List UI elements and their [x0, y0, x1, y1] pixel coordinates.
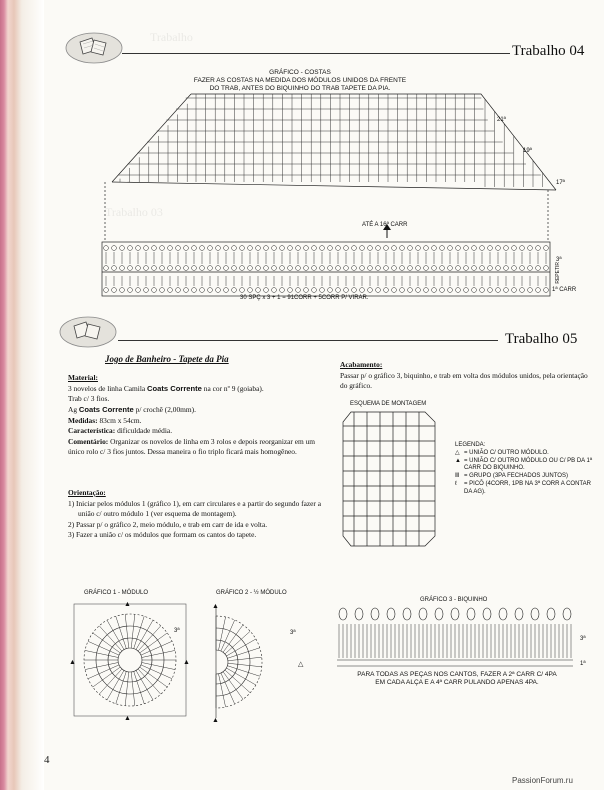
material-heading: Material:: [68, 373, 98, 382]
svg-text:▲: ▲: [212, 603, 219, 610]
chart-3-title: GRÁFICO 3 - BIQUINHO: [420, 597, 488, 603]
page-number: 4: [44, 754, 50, 766]
material-block: Material: 3 novelos de linha Camila Coats Corrente na cor nº 9 (goiaba). Trab c/ 3 fios. Ag Coats Corrente p/ crochê (2,00mm). Medidas: 83cm x 54cm. Característica: dificuldade média. Comentário: Organizar os novelos de linha em 3 rolos e depois reorganizar em um único rolo c/ 3 fios juntos. Dessa maneira o fio triplo ficará mais homogêneo.: [68, 373, 330, 458]
svg-text:△: △: [298, 661, 304, 668]
row-label-1: 1ª CARR: [552, 287, 577, 293]
chart-3-biquinho: [333, 604, 577, 672]
pillow-logo-icon: [64, 28, 128, 68]
row-label-19: 19ª: [523, 148, 532, 154]
chart-1-row-label: 3ª: [174, 628, 180, 634]
pillow-logo-icon: [58, 312, 122, 352]
row-label-3: 3ª: [556, 257, 562, 263]
chart-3-row-label-3: 3ª: [580, 636, 586, 642]
step: 3) Fazer a união c/ os módulos que formam os cantos do tapete.: [68, 530, 257, 540]
acabamento-block: Acabamento: Passar p/ o gráfico 3, biquinho, e trab em volta dos módulos unidos, pela orientação do gráfico.: [340, 360, 590, 392]
picot-icon: ℓ: [455, 480, 457, 487]
cluster-icon: Ⅲ: [455, 473, 460, 480]
acabamento-heading: Acabamento:: [340, 360, 383, 369]
section-title-trabalho-05: Trabalho 05: [505, 331, 578, 347]
section-rule: [118, 340, 498, 341]
row-label-21: 21ª: [497, 117, 506, 123]
esquema-title: ESQUEMA DE MONTAGEM: [350, 401, 427, 407]
svg-text:▲: ▲: [124, 601, 131, 608]
page-edge: [0, 0, 44, 790]
legend-title: LEGENDA:: [455, 442, 486, 448]
svg-text:▲: ▲: [69, 659, 76, 666]
arrow-label: ATÉ A 16ª CARR: [362, 222, 408, 228]
section-title-trabalho-04: Trabalho 04: [512, 43, 585, 59]
chart-3-caption: PARA TODAS AS PEÇAS NOS CANTOS, FAZER A 2ª CARR C/ 4PA EM CADA ALÇA E A 4ª CARR PULANDO APENAS 4PA.: [357, 671, 557, 687]
chart-caption: GRÁFICO - COSTAS FAZER AS COSTAS NA MEDIDA DOS MÓDULOS UNIDOS DA FRENTE DO TRAB, ANTES DO BIQUINHO DO TRAB TAPETE DA PIA.: [193, 69, 407, 93]
show-through-text: Trabalho: [150, 30, 193, 44]
project-subtitle: Jogo de Banheiro - Tapete da Pia: [105, 354, 229, 364]
chart-2-row-label: 3ª: [290, 630, 296, 636]
chart-1-title: GRÁFICO 1 - MÓDULO: [84, 590, 149, 596]
chart-1-modulo: [68, 598, 192, 722]
step: 2) Passar p/ o gráfico 2, meio módulo, e trab em carr de ida e volta.: [68, 519, 268, 529]
show-through-text: Trabalho 03: [105, 205, 163, 219]
filled-triangle-icon: ▲: [455, 457, 461, 464]
chart-costas: [90, 92, 570, 302]
legend: LEGENDA: △ = UNIÃO C/ OUTRO MÓDULO. ▲ = UNIÃO C/ OUTRO MÓDULO OU C/ PB DA 1ª CARR DO BIQUINHO. Ⅲ = GRUPO (3PA FECHADOS JUNTOS) ℓ = PICÔ (4CORR, 1PB NA 3ª CORR A CONTAR DA AG).: [455, 442, 595, 497]
repeat-label: REPETIR: [555, 262, 561, 284]
orientacao-block: [68, 488, 338, 541]
step: 1) Iniciar pelos módulos 1 (gráfico 1), em carr circulares e a partir do segundo fazer a união c/ outro módulo 1 (ver esquema de montagem).: [68, 498, 322, 519]
orientacao-heading: Orientação:: [68, 488, 106, 497]
chart-footer-formula: 30 SPÇ x 3 + 1 = 91CORR + 5CORR P/ VIRAR.: [240, 295, 369, 301]
svg-text:▲: ▲: [124, 715, 131, 722]
chart-3-row-label-1: 1ª: [580, 661, 586, 667]
chart-2-meio-modulo: [208, 600, 312, 724]
assembly-diagram: [341, 410, 437, 548]
svg-text:▲: ▲: [183, 659, 190, 666]
section-rule: [122, 53, 510, 54]
chart-2-title: GRÁFICO 2 - ½ MÓDULO: [216, 590, 287, 596]
watermark: PassionForum.ru: [512, 776, 573, 785]
open-triangle-icon: △: [455, 449, 460, 456]
svg-text:▲: ▲: [212, 717, 219, 724]
row-label-17: 17ª: [556, 180, 565, 186]
